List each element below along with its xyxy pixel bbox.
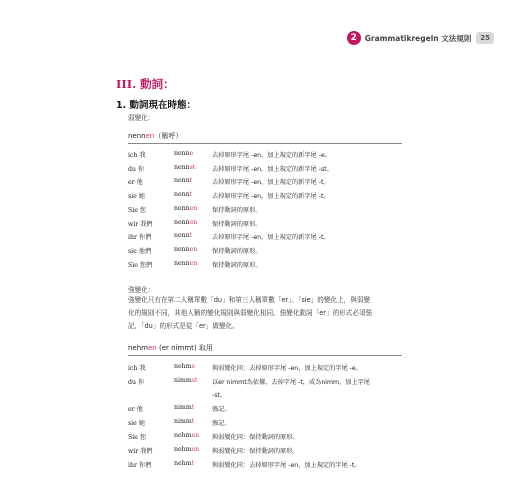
page-header: [347, 30, 494, 46]
verb-form: [174, 191, 192, 198]
pronoun: Sie 您: [128, 207, 147, 214]
verb-form: [174, 260, 197, 267]
rule-description: 與弱變化同：去掉原形字尾 -en，加上規定的字尾 -e。: [212, 365, 362, 372]
verb-form: [174, 432, 199, 439]
pronoun: sie 她: [128, 193, 145, 200]
rule-description: 保持動詞的原形。: [212, 221, 262, 228]
paragraph-line: 化的規則不同，其他人稱的變化規則與弱變化相同。強變化動詞「er」的形式必須強: [128, 309, 373, 317]
rule-description: 去掉原形字尾 -en，加上規定的新字尾 -st。: [212, 166, 333, 173]
verb-form: [174, 460, 194, 467]
verb-form: [174, 363, 195, 370]
verb-stem: nehm: [174, 432, 192, 439]
section-title: III. 動詞：: [116, 77, 175, 91]
verb-stem: nenn: [174, 164, 190, 171]
rule-description: 保持動詞的原形。: [212, 262, 262, 269]
verb-ending: en: [189, 219, 198, 226]
rule-description: 與弱變化同：保持動詞的原形。: [212, 434, 299, 441]
verb-ending: t: [191, 404, 195, 411]
verb-form: [174, 404, 194, 411]
paragraph-line: 記，「du」的形式是從「er」做變化。: [128, 322, 239, 330]
pronoun: sie 他們: [128, 248, 152, 255]
verb2-stem: nehm: [128, 344, 148, 352]
pronoun: Sie 您: [128, 434, 147, 441]
verb-ending: e: [189, 150, 194, 157]
rule-description: 與弱變化同：去掉原形字尾 -en，加上規定的字尾 -t。: [212, 462, 361, 469]
verb-stem: nenn: [174, 205, 190, 212]
paragraph-line: 強變化只有在第二人稱單數「du」和第三人稱單數「er」、「sie」的變化上，與弱變: [128, 296, 371, 304]
verb-stem: nimm: [174, 377, 192, 384]
rule-description: 強記。: [212, 420, 231, 427]
pronoun: du 你: [128, 166, 145, 173]
weak-conjugation-label: 弱變化：: [128, 114, 155, 122]
verb-stem: nenn: [174, 191, 190, 198]
verb-stem: nenn: [174, 219, 190, 226]
pronoun: sie 她: [128, 420, 145, 427]
verb-ending: t: [189, 177, 193, 184]
pronoun: Sie 您們: [128, 262, 153, 269]
verb2-note: (er nimmt) 取用: [156, 344, 213, 352]
verb-ending: st: [191, 377, 198, 384]
subsection-title: 1. 動詞現在時態：: [116, 100, 197, 111]
strong-conjugation-label: 強變化：: [128, 286, 155, 294]
pronoun: wir 我們: [128, 448, 153, 455]
rule-description: 去掉原形字尾 -en，加上規定的新字尾 -e。: [212, 152, 331, 159]
verb-form: [174, 177, 192, 184]
verb-ending: st: [189, 164, 196, 171]
verb-stem: nenn: [174, 246, 190, 253]
pronoun: ich 我: [128, 365, 146, 372]
verb2-heading: [128, 343, 213, 353]
verb-stem: nehm: [174, 363, 192, 370]
verb-form: [174, 164, 195, 171]
pronoun: ihr 你們: [128, 462, 152, 469]
verb-ending: en: [189, 246, 198, 253]
rule-description: 強記。: [212, 406, 231, 413]
verb-stem: nenn: [174, 232, 190, 239]
verb-ending: t: [191, 460, 194, 467]
verb-ending: en: [189, 205, 198, 212]
verb-ending: t: [191, 418, 195, 425]
verb-form: [174, 150, 193, 157]
divider: [128, 143, 402, 144]
verb-ending: e: [191, 363, 196, 370]
verb-form: [174, 377, 197, 384]
verb-ending: en: [191, 432, 200, 439]
verb-ending: t: [189, 191, 193, 198]
pronoun: ihr 你們: [128, 234, 152, 241]
rule-description: 保持動詞的原形。: [212, 207, 262, 214]
pronoun: er 他: [128, 406, 143, 413]
page-number: 25: [476, 32, 494, 44]
verb-form: [174, 418, 194, 425]
verb-stem: nehm: [174, 446, 192, 453]
verb-stem: nehm: [174, 460, 192, 467]
rule-description: 去掉原形字尾 -en，加上規定的新字尾 -t。: [212, 234, 330, 241]
verb1-ending: en: [145, 132, 155, 140]
verb-ending: t: [189, 232, 193, 239]
rule-description: 去掉原形字尾 -en，加上規定的新字尾 -t。: [212, 179, 330, 186]
verb-form: [174, 219, 197, 226]
verb-form: [174, 446, 199, 453]
chapter-number-badge: 2: [347, 31, 361, 45]
verb-stem: nenn: [174, 177, 190, 184]
verb1-stem: nenn: [128, 132, 146, 140]
verb-form: [174, 232, 192, 239]
rule-description: 以er nimmt為依據，去掉字尾 -t，成為nimm，加上字尾: [212, 379, 370, 386]
verb-stem: nimm: [174, 418, 192, 425]
verb-ending: en: [189, 260, 198, 267]
pronoun: wir 我們: [128, 221, 153, 228]
rule-description: 與弱變化同：保持動詞的原形。: [212, 448, 299, 455]
chapter-title: Grammatikregeln 文法規則: [364, 33, 472, 43]
rule-description: 保持動詞的原形。: [212, 248, 262, 255]
pronoun: er 他: [128, 179, 143, 186]
rule-description: 去掉原形字尾 -en，加上規定的新字尾 -t。: [212, 193, 330, 200]
divider: [128, 355, 402, 356]
verb2-ending: en: [148, 344, 157, 352]
verb-ending: en: [191, 446, 200, 453]
verb-form: [174, 246, 197, 253]
rule-description-continued: -st。: [212, 392, 227, 399]
verb1-gloss: （稱呼）: [154, 132, 183, 140]
pronoun: du 你: [128, 379, 145, 386]
verb-form: [174, 205, 197, 212]
verb1-heading: [128, 131, 182, 141]
verb-stem: nenn: [174, 260, 190, 267]
pronoun: ich 我: [128, 152, 146, 159]
verb-stem: nimm: [174, 404, 192, 411]
strong-paragraph: [128, 294, 372, 333]
verb-stem: nenn: [174, 150, 190, 157]
